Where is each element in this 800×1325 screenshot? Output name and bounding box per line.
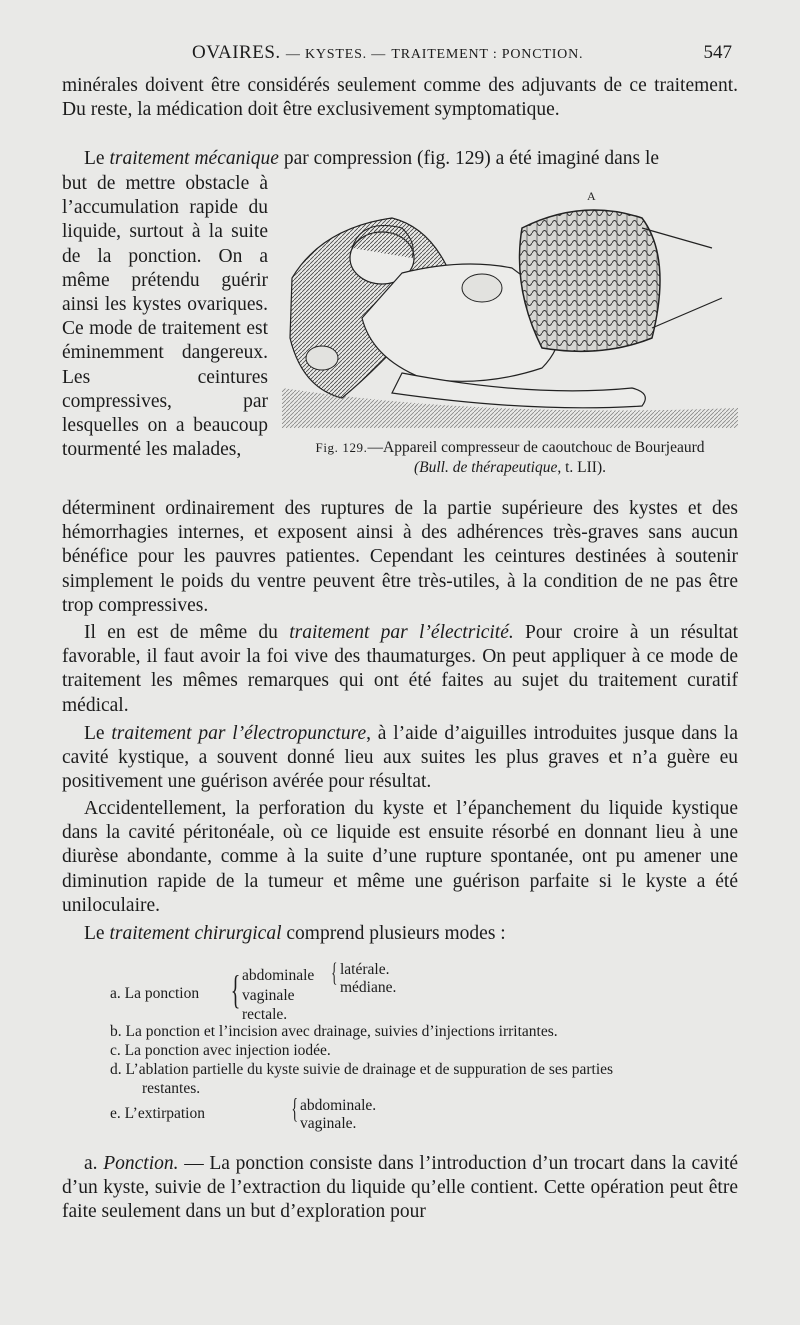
paragraph-6 <box>62 922 738 946</box>
list-item-b <box>62 1022 738 1041</box>
running-header <box>62 42 738 68</box>
para7-start: a. <box>84 1153 98 1174</box>
header-title <box>192 42 583 64</box>
left-column-text: but de mettre obstacle à l’accumulation rapide du liquide, surtout à la suite de la ponction. On a même prétendu guérir ainsi les kystes ovariques. Ce mode de traitement est éminemment dangereux. Les ceintures compressives, par lesquelles on a beaucoup tourmenté les malades, <box>62 173 268 461</box>
header-ovaires: OVAIRES. <box>192 42 281 63</box>
engraving-compression-belt <box>282 188 738 428</box>
para3-start: Il en est de même du <box>84 622 278 643</box>
para2-start: Le <box>84 148 105 169</box>
list-item-c <box>62 1041 738 1060</box>
paragraph-5 <box>62 797 738 918</box>
para6-rest: comprend plusieurs modes : <box>286 923 506 944</box>
list-e-abdominale: abdominale. <box>300 1097 377 1114</box>
caption-text: —Appareil compresseur de caoutchouc de Bourjeaurd <box>367 439 705 456</box>
caption-fig-number: Fig. 129. <box>315 440 368 455</box>
brace-a: { <box>230 967 241 1012</box>
para6-start: Le <box>84 923 105 944</box>
paragraph-1 <box>62 74 738 122</box>
list-a-laterale: latérale. <box>340 961 390 978</box>
list-a-mediane: médiane. <box>340 979 397 996</box>
list-item-e <box>62 1096 738 1136</box>
list-a-vaginale: vaginale <box>242 987 295 1004</box>
list-item-a <box>62 958 738 1023</box>
figure-caption <box>282 438 738 478</box>
paragraph-7 <box>62 1152 738 1225</box>
list-e-vaginale: vaginale. <box>300 1115 357 1132</box>
list-a-label: a. La ponction <box>110 985 200 1002</box>
list-a-abdominale: abdominale <box>242 967 315 984</box>
para4-start: Le <box>84 723 105 744</box>
list-a-rectale: rectale. <box>242 1006 288 1023</box>
page-number: 547 <box>703 42 732 63</box>
paragraph-1-text: minérales doivent être considérés seulement comme des adjuvants de ce traitement. Du reste, la médication doit être exclusivement symptomatique. <box>62 75 738 121</box>
figure-label-a: A <box>587 189 596 203</box>
para3-emphasis: traitement par l’électricité. <box>289 622 514 643</box>
para3-rest: Pour croire à un résultat favorable, il faut avoir la foi vive des thaumaturges. On peut appliquer à ce mode de traitement les mêmes remarques qui ont été faites au sujet du traitement curatif médical. <box>62 622 739 716</box>
para2-rest: par compression (fig. 129) a été imaginé dans le <box>283 148 660 169</box>
para7-emphasis: Ponction. <box>103 1153 179 1174</box>
list-e-label: e. L’extirpation <box>110 1105 205 1122</box>
para4-emphasis: traitement par l’électropuncture <box>111 723 367 744</box>
list-b-text: b. La ponction et l’incision avec drainage, suivies d’injections irritantes. <box>110 1023 558 1040</box>
para7-rest: — La ponction consiste dans l’introduction d’un trocart dans la cavité d’un kyste, suivie de l’extraction du liquide qu’elle contient. Cette opération peut être faite seulement dans un but d’exploration pour <box>62 1153 739 1223</box>
paragraph-2-first-line <box>62 147 738 171</box>
header-kystes: — KYSTES. — <box>285 47 387 62</box>
paragraph-2-left-column <box>62 172 268 462</box>
list-d-line1: d. L’ablation partielle du kyste suivie de drainage et de suppuration de ses parties <box>110 1061 614 1078</box>
caption-source-rest: , t. LII). <box>557 459 606 476</box>
para4-rest: , à l’aide d’aiguilles introduites jusque dans la cavité kystique, a souvent donné lieu aux suites les plus graves et n’a guère eu positivement une guérison avérée pour résultat. <box>62 723 739 793</box>
para2-emphasis: traitement mécanique <box>109 148 279 169</box>
para6-emphasis: traitement chirurgical <box>109 923 282 944</box>
list-d-line2: restantes. <box>142 1080 201 1097</box>
paragraph-4 <box>62 722 738 795</box>
list-c-text: c. La ponction avec injection iodée. <box>110 1042 331 1059</box>
para2-continued-text: déterminent ordinairement des ruptures de la partie supérieure des kystes et des hémorrhagies internes, et exposent ainsi à des adhérences très-graves sans aucun bénéfice pour les pauvres patientes. Cependant les ceintures destinées à soutenir simplement le poids du ventre peuvent être très-utiles, à la condition de ne pas être trop compressives. <box>62 498 738 616</box>
paragraph-3 <box>62 621 738 718</box>
caption-source: (Bull. de thérapeutique <box>414 459 558 476</box>
list-item-d <box>62 1060 738 1098</box>
header-traitement: TRAITEMENT : PONCTION. <box>391 47 584 62</box>
brace-e: { <box>291 1094 299 1125</box>
paragraph-2-continued <box>62 497 738 618</box>
paragraph-5-text: Accidentellement, la perforation du kyste et l’épanchement du liquide kystique dans la cavité péritonéale, où ce liquide est ensuite résorbé en donnant lieu à une diurèse abondante, comme à la suite d’une rupture spontanée, ont pu amener une diminution rapide de la tumeur et même une guérison parfaite si le kyste a été uniloculaire. <box>62 798 738 916</box>
brace-a1: { <box>331 958 338 987</box>
figure-129-illustration <box>282 188 738 428</box>
